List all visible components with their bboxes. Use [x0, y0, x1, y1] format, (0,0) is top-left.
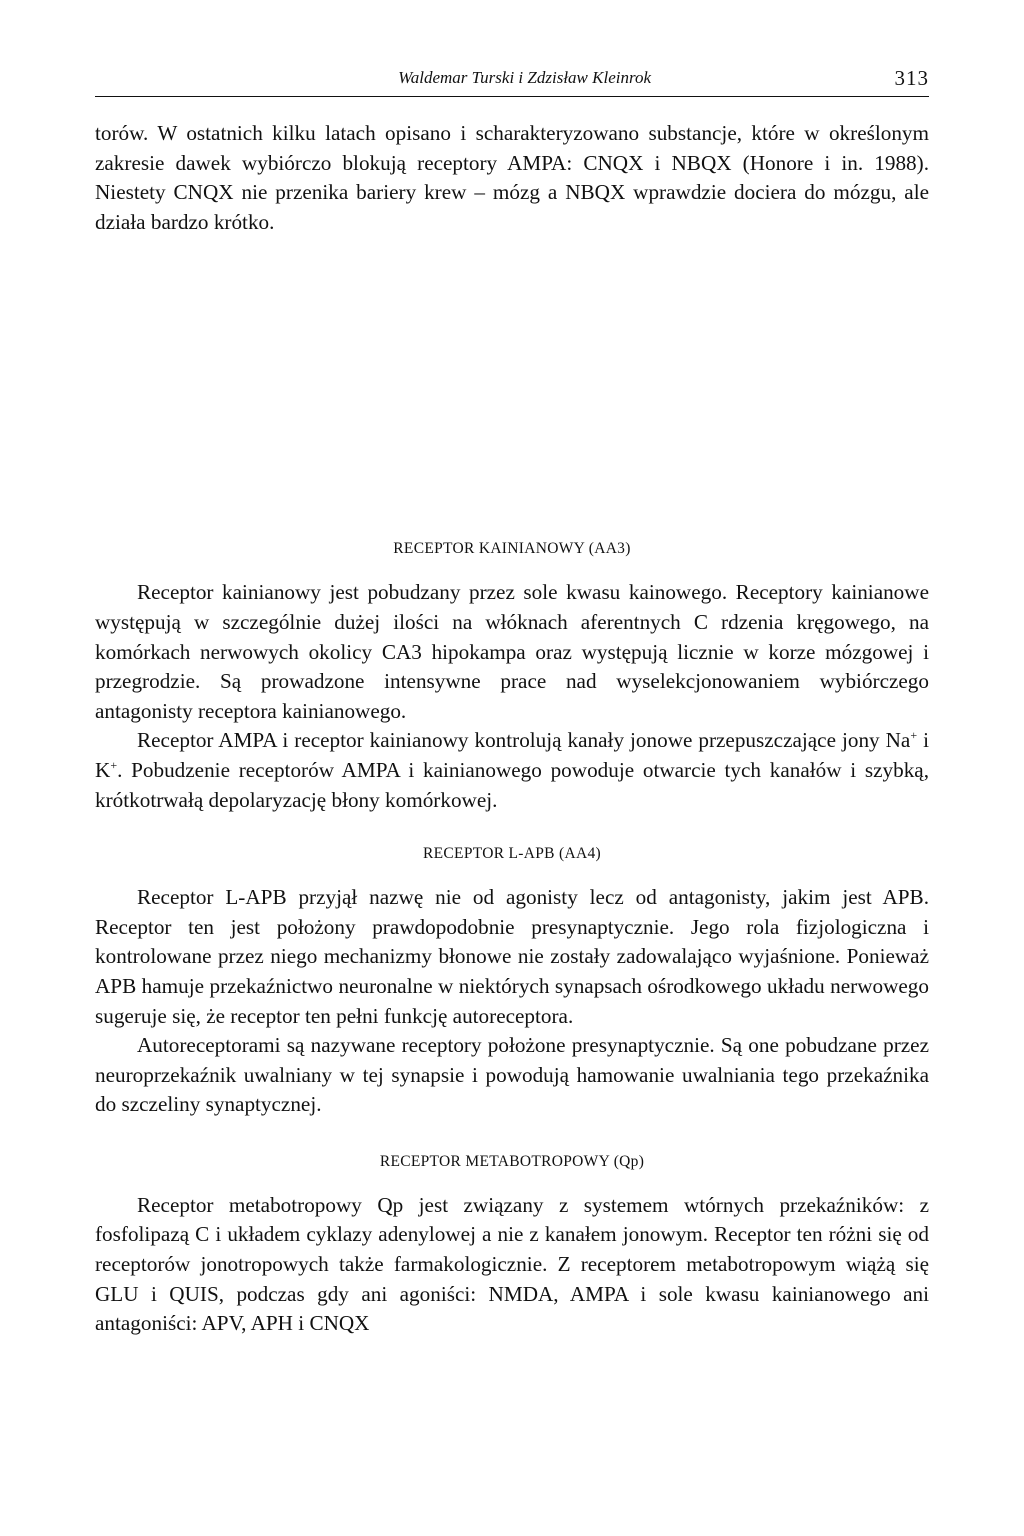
page-number: 313	[894, 66, 929, 90]
document-page	[95, 62, 929, 1339]
kainate-paragraph-1: Receptor kainianowy jest pobudzany przez sole kwasu kainowego. Receptory kainianowe występują w szczególnie dużej ilości na włóknach aferentnych C rdzenia kręgowego, na komórkach nerwowych okolicy CA3 hipokampa oraz występują licznie w korze mózgowej i przegrodzie. Są prowadzone intensywne prace nad wyselekcjonowaniem wybiórczego antagonisty receptora kainianowego.	[95, 580, 929, 723]
kainate-p2-text-b: i K	[95, 728, 929, 782]
metabotropic-paragraph-1: Receptor metabotropowy Qp jest związany z systemem wtórnych przekaźników: z fosfolipazą C i układem cyklazy adenylowej a nie z kanałem jonowym. Receptor ten różni się od receptorów jonotropowych także farmakologicznie. Z receptorem metabotropowym wiążą się GLU i QUIS, podczas gdy ani agoniści: NMDA, AMPA i sole kwasu kainianowego ani antagoniści: APV, APH i CNQX	[95, 1192, 929, 1336]
section-heading-kainate: RECEPTOR KAINIANOWY (AA3)	[393, 540, 631, 558]
kainate-paragraph-2	[95, 726, 929, 815]
section-heading-metabotropic: RECEPTOR METABOTROPOWY (Qp)	[379, 1152, 645, 1170]
section-heading-lapb: RECEPTOR L-APB (AA4)	[423, 845, 601, 863]
running-header	[95, 62, 929, 97]
lapb-paragraph-2: Autoreceptorami są nazywane receptory położone presynaptycznie. Są one pobudzane przez neuroprzekaźnik uwalniany w tej synapsie i powodują hamowanie uwalniania tego przekaźnika do szczeliny synaptycznej.	[95, 1033, 929, 1117]
lapb-paragraph-1: Receptor L-APB przyjął nazwę nie od agonisty lecz od antagonisty, jakim jest APB. Receptor ten jest położony prawdopodobnie presynaptycznie. Jego rola fizjologiczna i kontrolowane przez niego mechanizmy błonowe nie zostały zadowalająco wyjaśnione. Ponieważ APB hamuje przekaźnictwo neuronalne w niektórych synapsach ośrodkowego układu nerwowego sugeruje się, że receptor ten pełni funkcję autoreceptora.	[95, 885, 929, 1028]
sodium-charge: +	[910, 728, 918, 743]
kainate-p2-text-a: Receptor AMPA i receptor kainianowy kontrolują kanały jonowe przepuszczające jony Na	[137, 728, 911, 753]
header-authors: Waldemar Turski i Zdzisław Kleinrok	[398, 68, 651, 87]
intro-paragraph: torów. W ostatnich kilku latach opisano i scharakteryzowano substancje, które w określonym zakresie dawek wybiórczo blokują receptory AMPA: CNQX i NBQX (Honore i in. 1988). Niestety CNQX nie przenika bariery krew – mózg a NBQX wprawdzie dociera do mózgu, ale działa bardzo krótko.	[95, 121, 929, 234]
kainate-p2-text-c: . Pobudzenie receptorów AMPA i kainianowego powoduje otwarcie tych kanałów i szybką, krótkotrwałą depolaryzację błony komórkowej.	[95, 757, 929, 812]
potassium-charge: +	[110, 757, 118, 772]
